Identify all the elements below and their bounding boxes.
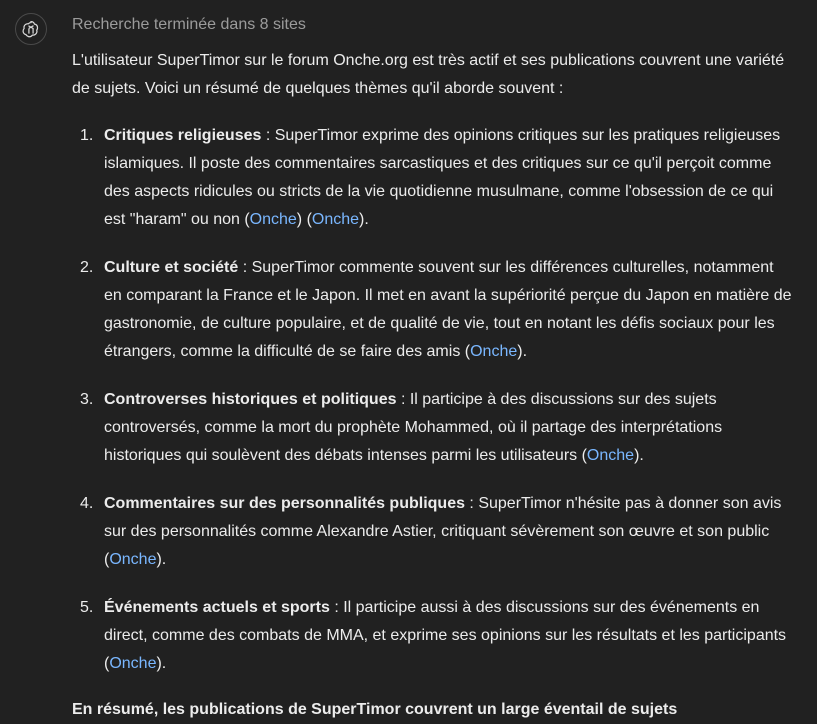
list-item xyxy=(72,122,792,234)
source-link-onche[interactable]: Onche xyxy=(109,551,157,568)
item-title: Controverses historiques et politiques xyxy=(104,391,397,408)
item-number: 2. xyxy=(80,259,94,276)
item-text-end: ). xyxy=(156,551,167,568)
list-item xyxy=(72,490,792,574)
topics-list xyxy=(72,122,792,698)
item-title: Culture et société xyxy=(104,259,239,276)
list-item xyxy=(72,254,792,366)
item-text-end: ). xyxy=(634,447,644,464)
list-item xyxy=(72,386,792,470)
intro-paragraph: L'utilisateur SuperTimor sur le forum Onche.org est très actif et ses publications couvrent une variété de sujets. Voici un résumé de quelques thèmes qu'il aborde souvent : xyxy=(72,52,785,97)
source-link-onche[interactable]: Onche xyxy=(311,211,360,228)
item-text-end: ). xyxy=(359,211,369,228)
assistant-avatar xyxy=(15,13,47,45)
list-item xyxy=(72,594,792,678)
item-title: Critiques religieuses xyxy=(104,127,262,144)
source-link-onche[interactable]: Onche xyxy=(249,211,297,228)
item-title: Événements actuels et sports xyxy=(104,599,330,616)
source-link-onche[interactable]: Onche xyxy=(109,655,157,672)
item-text: : SuperTimor exprime des opinions critiques sur les pratiques religieuses islamiques. Il poste des commentaires sarcastiques et des critiques sur ce qu'il perçoit comme des aspects ridicules ou stricts de la vie quotidienne musulmane, comme l'obsession de ce qui est "haram" ou non ( xyxy=(104,127,781,228)
item-text-mid: ) ( xyxy=(296,211,312,228)
item-text: : Il participe à des discussions sur des sujets controversés, comme la mort du prophète Mohammed, où il partage des interprétations historiques qui soulèvent des débats intenses parmi les utilisateurs ( xyxy=(104,391,723,464)
item-text-end: ). xyxy=(517,343,528,360)
openai-logo-icon xyxy=(21,19,41,39)
item-number: 3. xyxy=(80,391,94,408)
item-text: : SuperTimor n'hésite pas à donner son avis sur des personnalités comme Alexandre Astier, critiquant sévèrement son œuvre et son public ( xyxy=(104,495,782,568)
item-number: 5. xyxy=(80,599,94,616)
search-status[interactable]: Recherche terminée dans 8 sites xyxy=(72,16,306,33)
item-title: Commentaires sur des personnalités publiques xyxy=(104,495,465,512)
source-link-onche[interactable]: Onche xyxy=(586,447,635,464)
summary-paragraph-cut: En résumé, les publications de SuperTimor couvrent un large éventail de sujets xyxy=(72,701,678,718)
source-link-onche[interactable]: Onche xyxy=(470,343,518,360)
item-text: : Il participe aussi à des discussions sur des événements en direct, comme des combats de MMA, et exprime ses opinions sur les résultats et les participants ( xyxy=(104,599,787,672)
item-text: : SuperTimor commente souvent sur les différences culturelles, notamment en comparant la France et le Japon. Il met en avant la supériorité perçue du Japon en matière de gastronomie, de culture populaire, et de qualité de vie, tout en notant les défis sociaux pour les étrangers, comme la difficulté de se faire des amis ( xyxy=(104,259,792,360)
item-text-end: ). xyxy=(156,655,167,672)
item-number: 1. xyxy=(80,127,94,144)
item-number: 4. xyxy=(80,495,94,512)
